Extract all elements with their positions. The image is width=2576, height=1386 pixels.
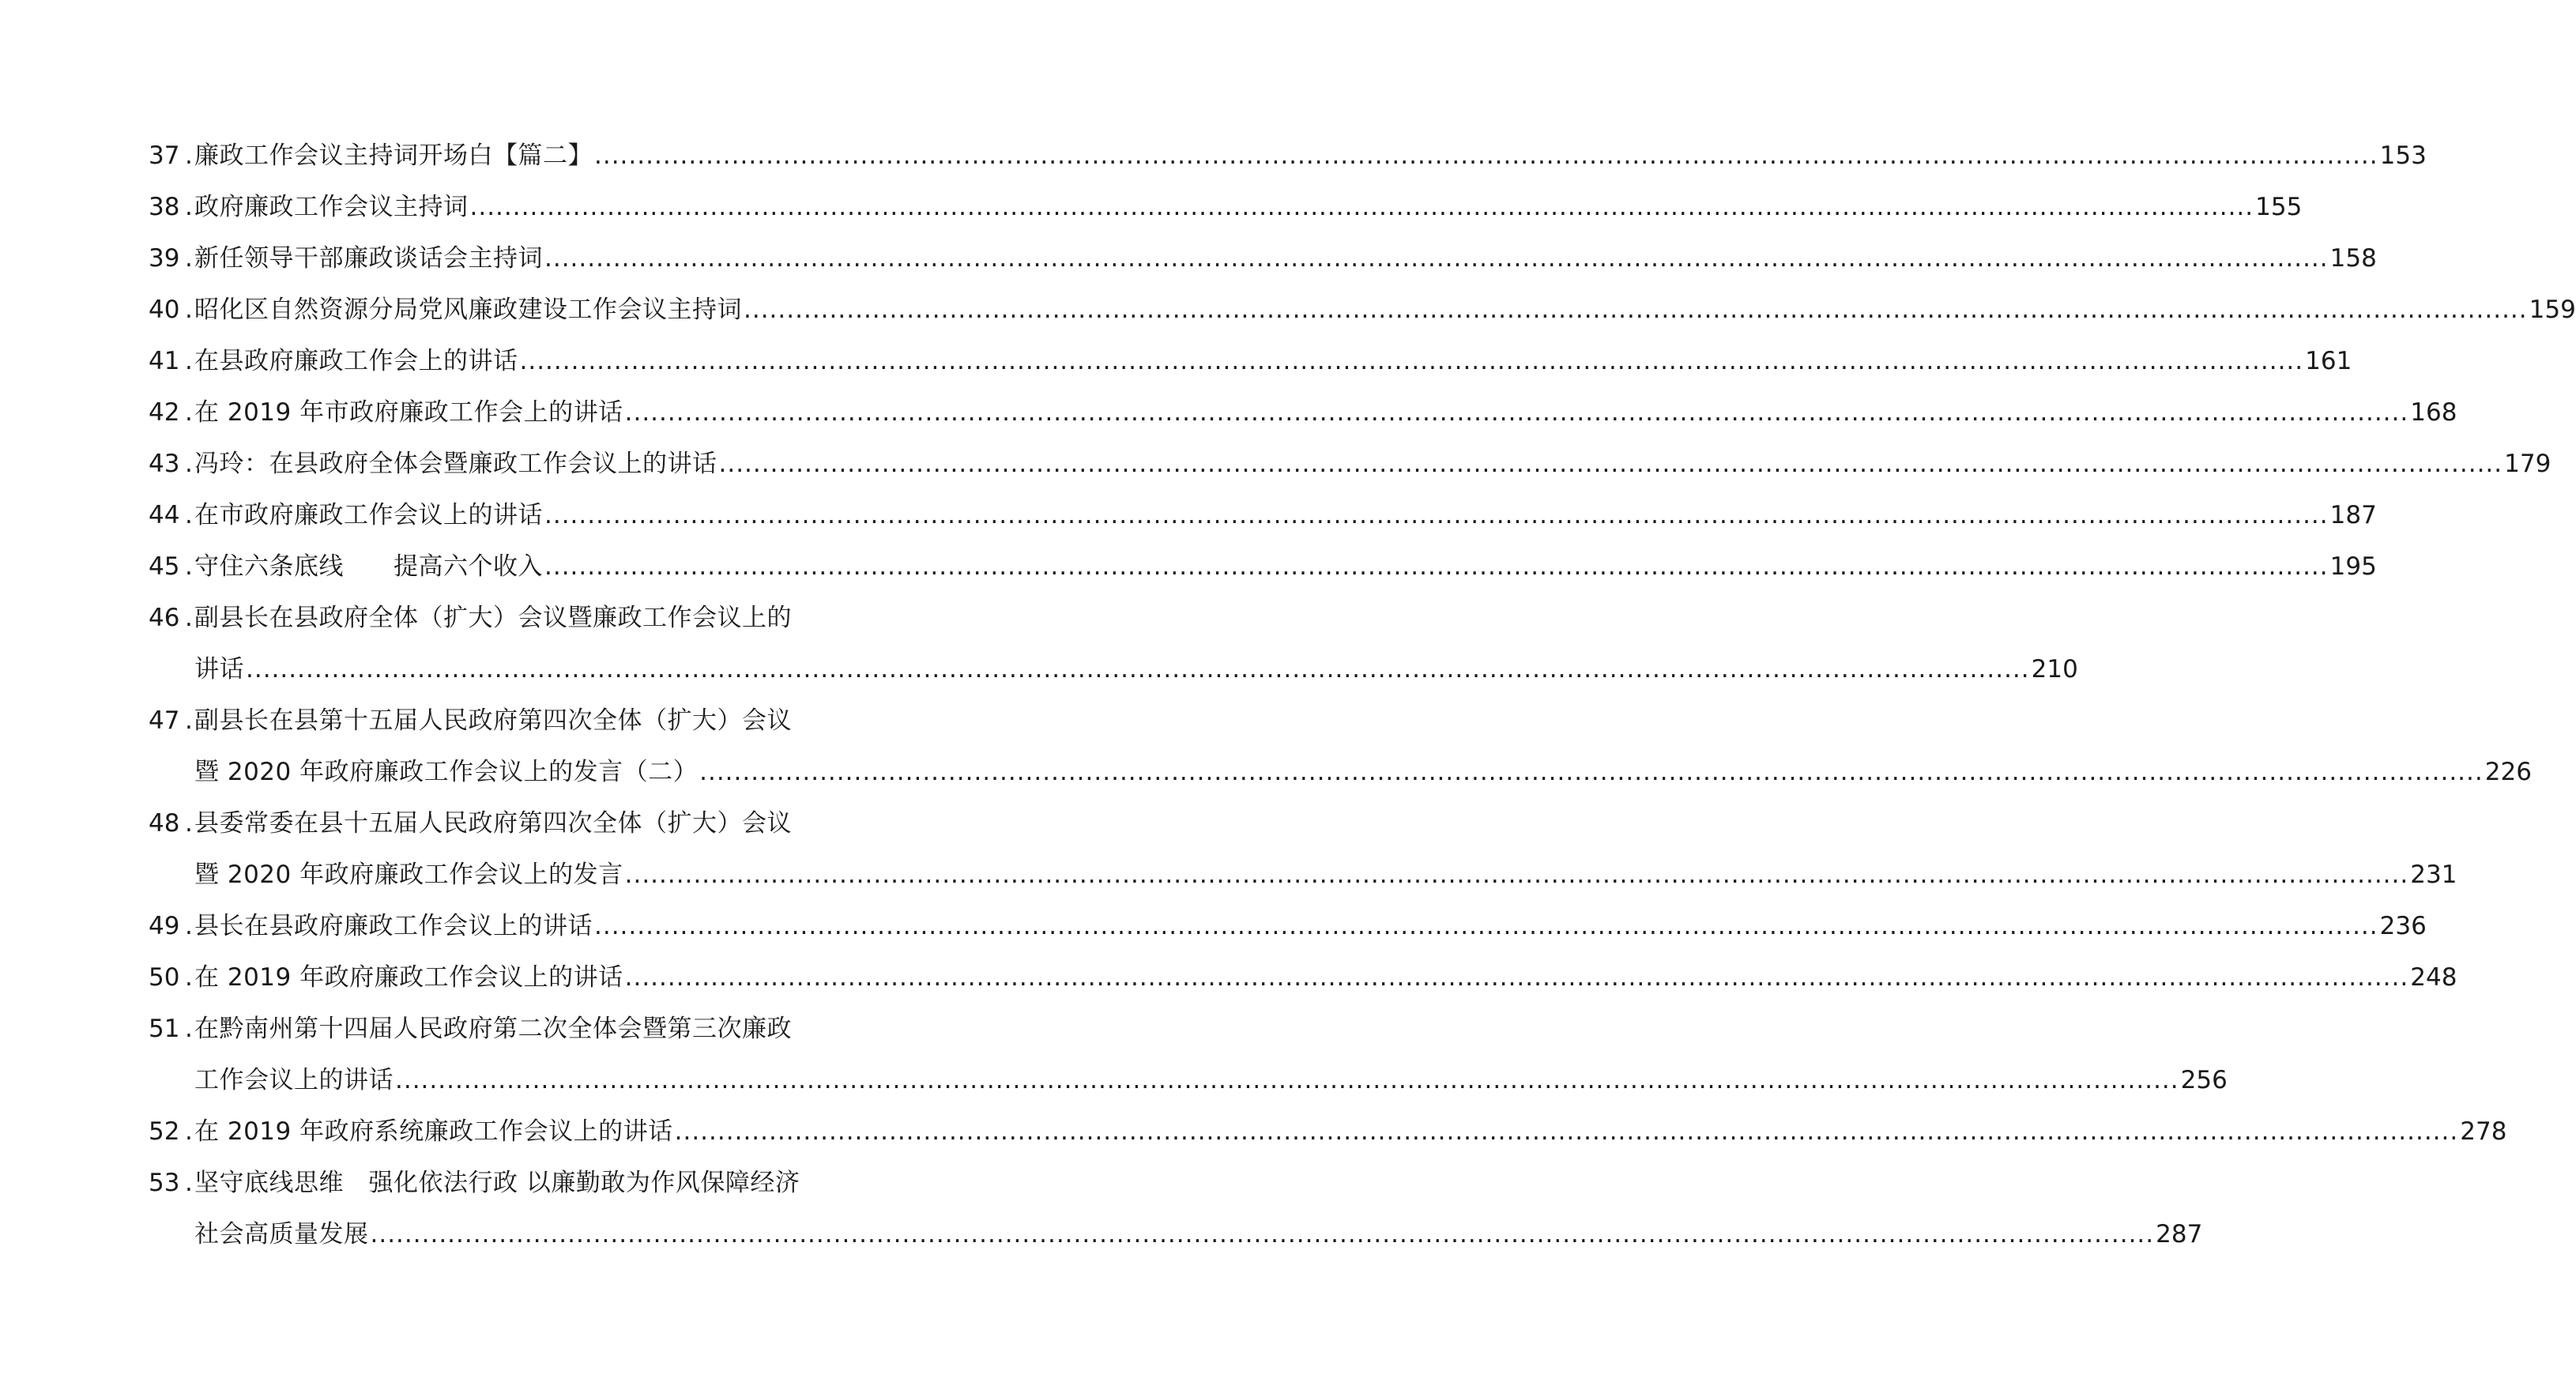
- toc-entry-number: 41: [149, 347, 180, 375]
- toc-entry-number: 48: [149, 809, 180, 838]
- toc-entry-final-line: [194, 901, 2427, 952]
- toc-entry-final-line: [194, 439, 2552, 490]
- toc-entry-title: 工作会议上的讲话: [194, 1066, 394, 1094]
- toc-entry-number-dot: .: [185, 912, 193, 940]
- toc-entry-page-number: 248: [2410, 963, 2457, 992]
- toc-entry-number: 53: [149, 1169, 180, 1197]
- toc-entry-final-line: [194, 387, 2457, 439]
- toc-entry-body: [194, 439, 2552, 490]
- dot-leader: [594, 901, 2378, 952]
- toc-entry-body: [194, 1106, 2507, 1158]
- toc-entry-body: [194, 233, 2377, 284]
- toc-entry-page-number: 161: [2305, 347, 2352, 375]
- toc-entry-number: 43: [149, 450, 180, 478]
- toc-entry-title-line: 副县长在县政府全体（扩大）会议暨廉政工作会议上的: [194, 604, 792, 632]
- toc-entry-number: 46: [149, 604, 180, 632]
- toc-entry-title: 在县政府廉政工作会上的讲话: [194, 347, 518, 375]
- toc-entry-title: 廉政工作会议主持词开场白【篇二】: [194, 141, 593, 170]
- toc-entry-number-dot: .: [185, 706, 193, 735]
- toc-entry[interactable]: [149, 1106, 2507, 1158]
- toc-entry-number-dot: .: [185, 501, 193, 529]
- toc-entry-final-line: [194, 1055, 2228, 1106]
- toc-entry-number: 44: [149, 501, 180, 529]
- toc-entry-title: 政府廉政工作会议主持词: [194, 193, 469, 221]
- toc-entry[interactable]: [149, 182, 2303, 233]
- toc-entry-title-line: 在黔南州第十四届人民政府第二次全体会暨第三次廉政: [194, 1015, 792, 1043]
- toc-entry-title-line: 县委常委在县十五届人民政府第四次全体（扩大）会议: [194, 809, 792, 838]
- toc-entry[interactable]: [149, 439, 2552, 490]
- table-of-contents: [149, 130, 2576, 1260]
- toc-entry-number-dot: .: [185, 963, 193, 992]
- toc-entry-final-line: [194, 849, 2457, 901]
- toc-entry-page-number: 179: [2504, 450, 2552, 478]
- toc-entry[interactable]: [149, 541, 2377, 593]
- dot-leader: [699, 747, 2484, 798]
- toc-entry-title: 讲话: [194, 655, 244, 684]
- toc-entry-body: [194, 695, 2532, 798]
- dot-leader: [470, 182, 2254, 233]
- toc-entry-title: 在市政府廉政工作会议上的讲话: [194, 501, 543, 529]
- dot-leader: [395, 1055, 2179, 1106]
- toc-entry-body: [194, 182, 2303, 233]
- toc-entry[interactable]: [149, 901, 2427, 952]
- toc-entry-number: 50: [149, 963, 180, 992]
- toc-entry-final-line: [194, 336, 2352, 387]
- toc-entry-number-dot: .: [185, 296, 193, 324]
- dot-leader: [744, 284, 2528, 336]
- toc-entry-title: 县长在县政府廉政工作会议上的讲话: [194, 912, 593, 940]
- toc-entry-title: 暨 2020 年政府廉政工作会议上的发言: [194, 861, 623, 889]
- toc-entry-page-number: 210: [2031, 655, 2078, 684]
- toc-entry-number: 52: [149, 1117, 180, 1146]
- toc-entry-final-line: [194, 130, 2427, 182]
- toc-entry-title: 暨 2020 年政府廉政工作会议上的发言（二）: [194, 758, 699, 786]
- toc-entry-page-number: 278: [2460, 1117, 2507, 1146]
- toc-entry-number-dot: .: [185, 1117, 193, 1146]
- dot-leader: [544, 541, 2329, 593]
- toc-entry-final-line: [194, 233, 2377, 284]
- toc-entry-number-dot: .: [185, 450, 193, 478]
- toc-entry[interactable]: [149, 1158, 2203, 1260]
- toc-entry-title: 社会高质量发展: [194, 1220, 369, 1249]
- toc-entry-number: 45: [149, 552, 180, 581]
- toc-entry-body: [194, 387, 2457, 439]
- dot-leader: [675, 1106, 2459, 1158]
- toc-entry-final-line: [194, 182, 2303, 233]
- dot-leader: [625, 849, 2409, 901]
- dot-leader: [594, 130, 2378, 182]
- toc-entry-body: [194, 952, 2457, 1004]
- dot-leader: [544, 233, 2329, 284]
- toc-entry-title: 新任领导干部廉政谈话会主持词: [194, 244, 543, 273]
- toc-entry-body: [194, 130, 2427, 182]
- toc-entry-page-number: 155: [2255, 193, 2303, 221]
- toc-entry-title: 在 2019 年政府系统廉政工作会议上的讲话: [194, 1117, 673, 1146]
- toc-entry-title: 守住六条底线 提高六个收入: [194, 552, 543, 581]
- toc-entry-number-dot: .: [185, 1015, 193, 1043]
- dot-leader: [625, 387, 2409, 439]
- toc-entry-final-line: [194, 747, 2532, 798]
- toc-entry-body: [194, 1004, 2228, 1106]
- toc-entry-number: 38: [149, 193, 180, 221]
- toc-entry[interactable]: [149, 490, 2377, 541]
- toc-entry-title: 冯玲：在县政府全体会暨廉政工作会议上的讲话: [194, 450, 717, 478]
- toc-entry[interactable]: [149, 798, 2457, 901]
- toc-entry-number: 40: [149, 296, 180, 324]
- toc-entry-number-dot: .: [185, 1169, 193, 1197]
- toc-entry-final-line: [194, 644, 2078, 695]
- toc-entry-page-number: 231: [2410, 861, 2457, 889]
- toc-entry-number: 37: [149, 141, 180, 170]
- toc-entry-body: [194, 901, 2427, 952]
- toc-entry[interactable]: [149, 233, 2377, 284]
- toc-entry-number-dot: .: [185, 193, 193, 221]
- toc-entry[interactable]: [149, 336, 2352, 387]
- toc-entry-number: 47: [149, 706, 180, 735]
- toc-entry[interactable]: [149, 1004, 2228, 1106]
- toc-entry-body: [194, 541, 2377, 593]
- dot-leader: [544, 490, 2329, 541]
- toc-entry-body: [194, 1158, 2203, 1260]
- toc-entry[interactable]: [149, 695, 2532, 798]
- dot-leader: [246, 644, 2030, 695]
- toc-entry-page-number: 287: [2156, 1220, 2203, 1249]
- toc-entry-page-number: 159: [2529, 296, 2576, 324]
- toc-entry-page-number: 256: [2180, 1066, 2228, 1094]
- toc-entry-page-number: 195: [2329, 552, 2377, 581]
- toc-entry-title-line: 坚守底线思维 强化依法行政 以廉勤敢为作风保障经济: [194, 1169, 800, 1197]
- toc-entry[interactable]: [149, 130, 2427, 182]
- toc-entry-title: 在 2019 年政府廉政工作会议上的讲话: [194, 963, 623, 992]
- toc-entry-page-number: 153: [2379, 141, 2427, 170]
- toc-entry-final-line: [194, 490, 2377, 541]
- toc-entry-number: 42: [149, 398, 180, 427]
- dot-leader: [371, 1209, 2155, 1260]
- toc-entry-number: 39: [149, 244, 180, 273]
- dot-leader: [719, 439, 2503, 490]
- toc-entry-body: [194, 798, 2457, 901]
- toc-entry-page-number: 226: [2484, 758, 2532, 786]
- toc-entry-title: 昭化区自然资源分局党风廉政建设工作会议主持词: [194, 296, 742, 324]
- toc-entry-final-line: [194, 541, 2377, 593]
- toc-entry-number-dot: .: [185, 244, 193, 273]
- toc-entry-body: [194, 284, 2576, 336]
- toc-entry-number: 49: [149, 912, 180, 940]
- toc-entry-page-number: 187: [2329, 501, 2377, 529]
- toc-entry-page-number: 236: [2379, 912, 2427, 940]
- dot-leader: [520, 336, 2304, 387]
- toc-entry[interactable]: [149, 284, 2576, 336]
- dot-leader: [625, 952, 2409, 1004]
- toc-entry-number-dot: .: [185, 604, 193, 632]
- toc-entry-body: [194, 593, 2078, 695]
- toc-entry-number-dot: .: [185, 347, 193, 375]
- toc-entry-number-dot: .: [185, 809, 193, 838]
- toc-entry[interactable]: [149, 952, 2457, 1004]
- toc-entry-page-number: 158: [2329, 244, 2377, 273]
- toc-entry-body: [194, 336, 2352, 387]
- toc-entry-final-line: [194, 284, 2576, 336]
- toc-entry-title-line: 副县长在县第十五届人民政府第四次全体（扩大）会议: [194, 706, 792, 735]
- toc-entry-title: 在 2019 年市政府廉政工作会上的讲话: [194, 398, 623, 427]
- toc-entry-number-dot: .: [185, 141, 193, 170]
- toc-entry-final-line: [194, 952, 2457, 1004]
- toc-entry-final-line: [194, 1209, 2203, 1260]
- toc-entry-number-dot: .: [185, 552, 193, 581]
- toc-entry[interactable]: [149, 387, 2457, 439]
- toc-entry-number-dot: .: [185, 398, 193, 427]
- toc-entry-final-line: [194, 1106, 2507, 1158]
- toc-entry-page-number: 168: [2410, 398, 2457, 427]
- toc-entry-body: [194, 490, 2377, 541]
- toc-entry-number: 51: [149, 1015, 180, 1043]
- toc-entry[interactable]: [149, 593, 2078, 695]
